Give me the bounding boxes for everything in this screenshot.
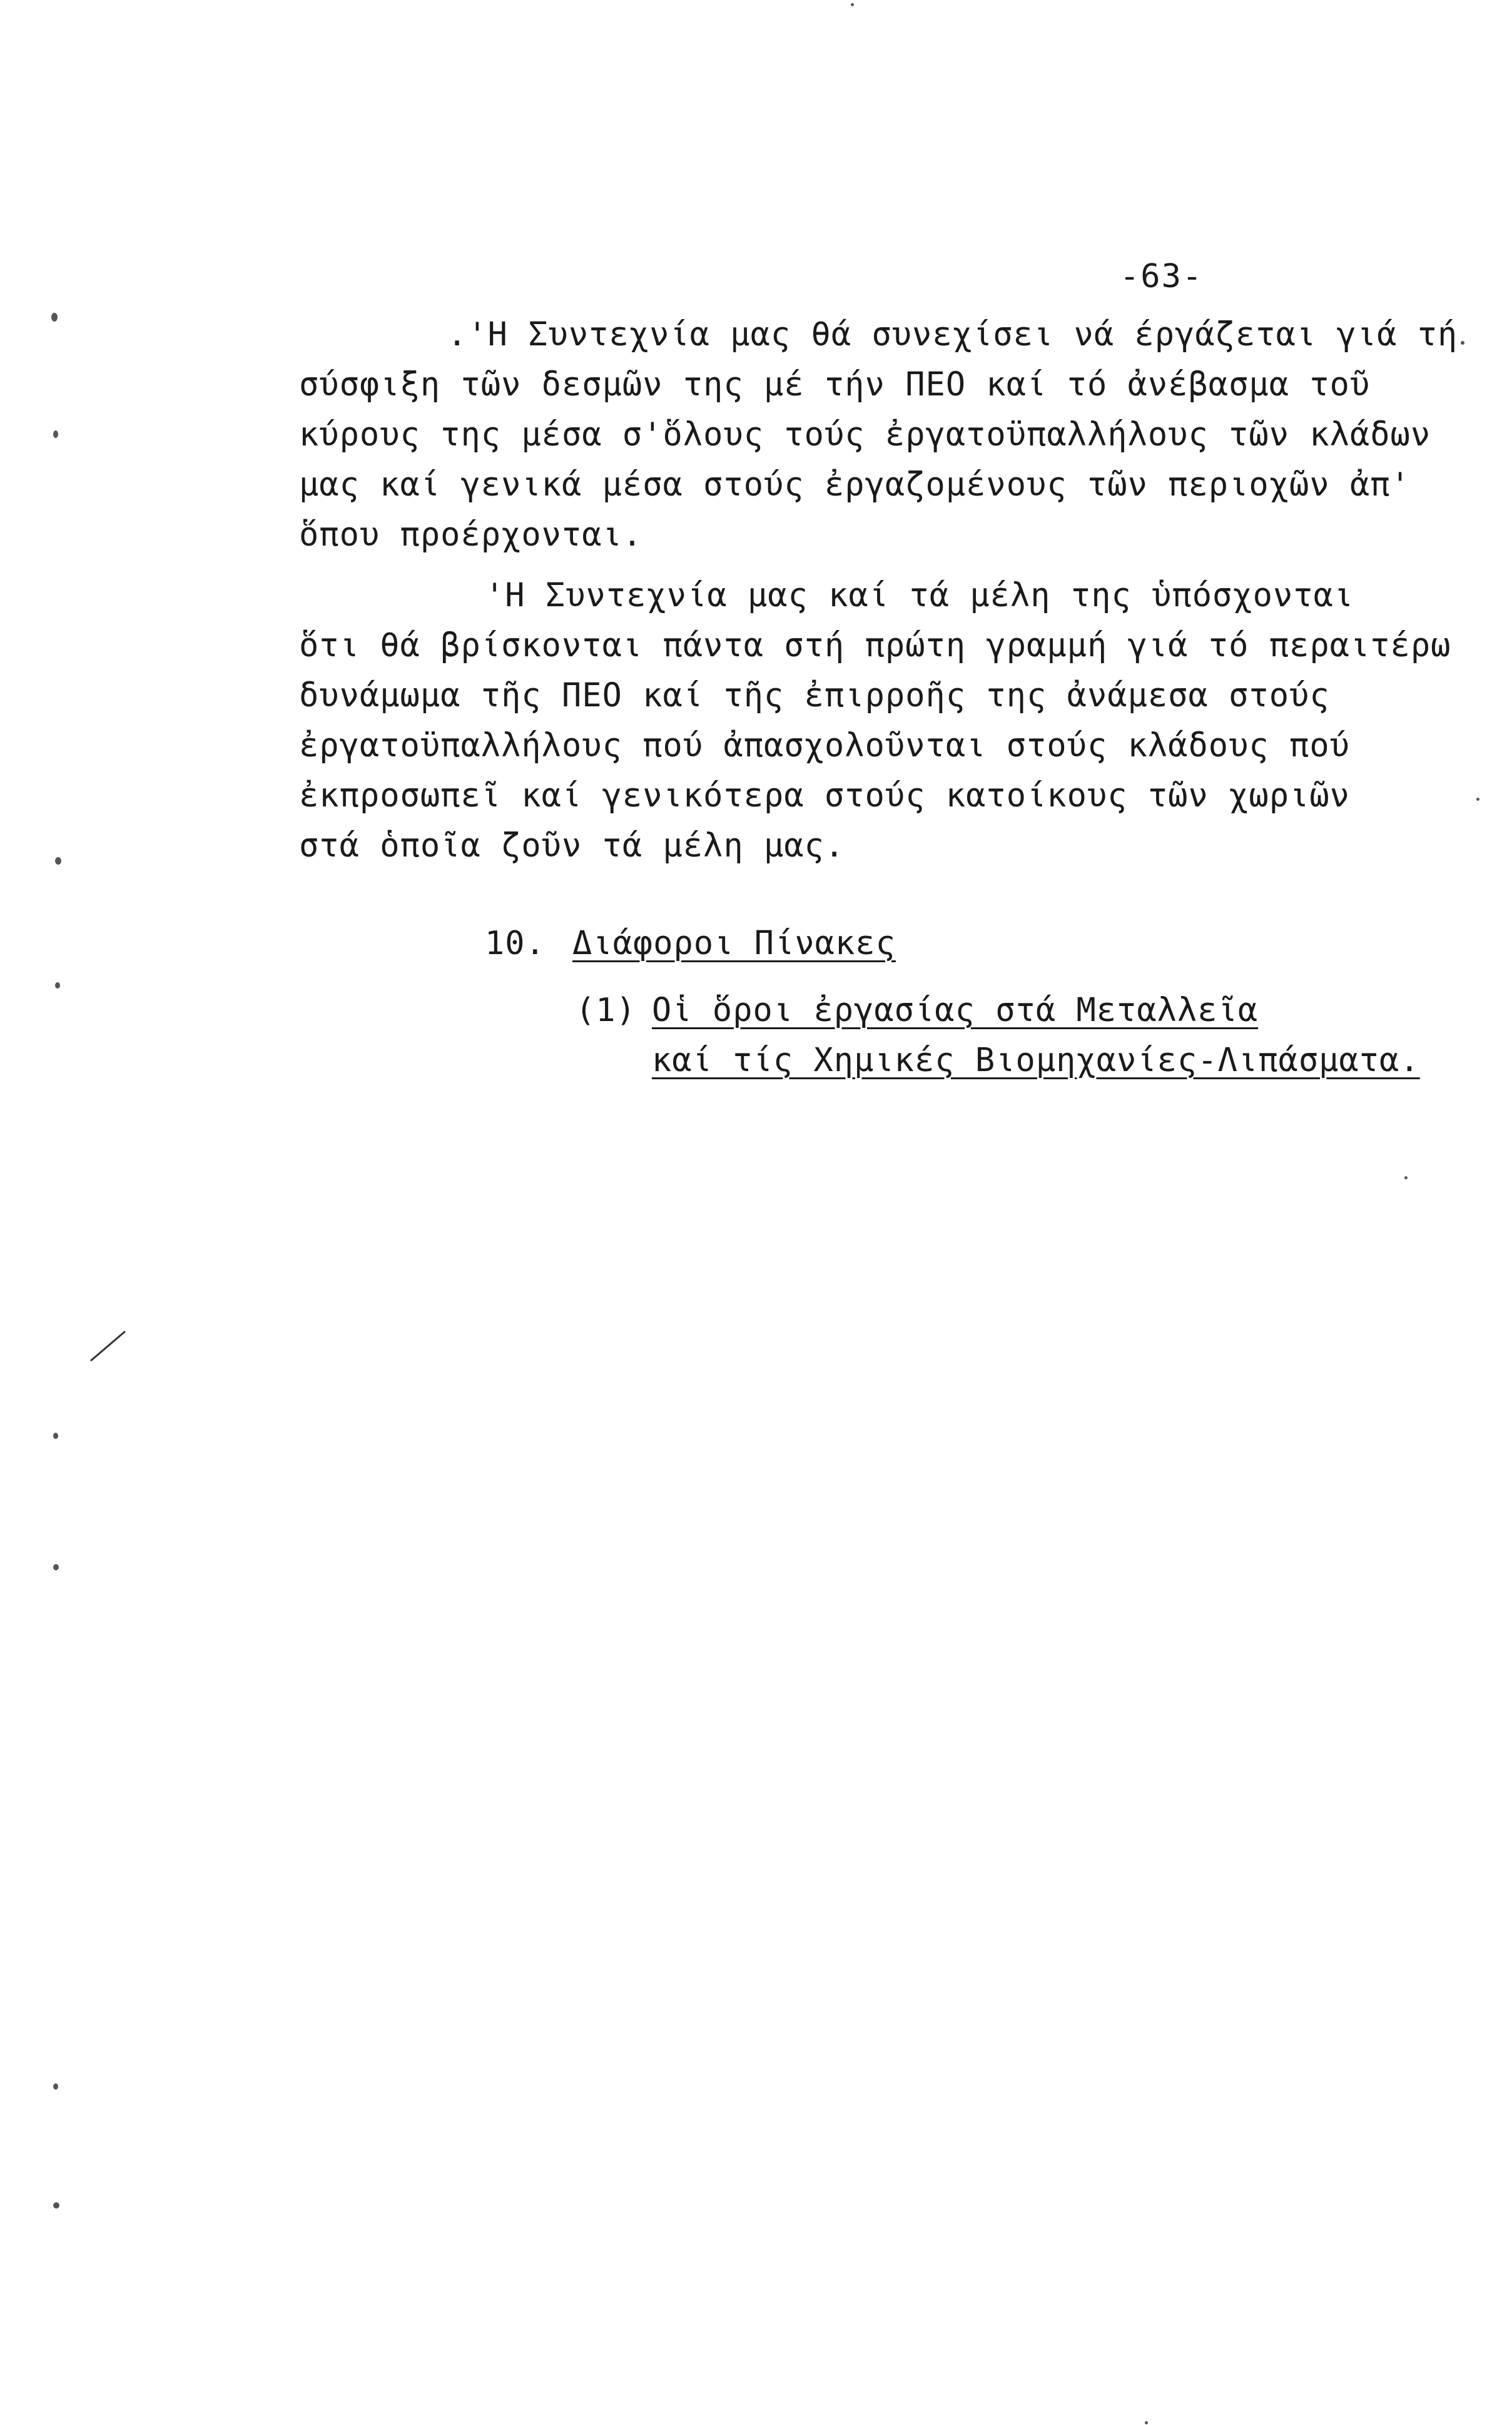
scan-speck [55, 982, 60, 989]
scan-speck [53, 430, 58, 438]
paragraph-1-line-2: σύσφιξη τῶν δεσμῶν της μέ τήν ΠΕΟ καί τό ἀνέβασμα τοῦ [299, 366, 1371, 404]
paragraph-1-line-1: .'Η Συντεχνία μας θά συνεχίσει νά έργάζεται γιά τή [447, 316, 1458, 353]
subsection-title-line-1: Οἱ ὅροι ἐργασίας στά Μεταλλεῖα [652, 992, 1259, 1029]
scan-speck [1145, 2421, 1148, 2424]
scan-speck [1476, 798, 1479, 801]
paragraph-1-line-5: ὅπου προέρχονται. [299, 516, 643, 554]
scan-speck [51, 313, 58, 322]
paragraph-2-line-6: στά ὁποῖα ζοῦν τά μέλη μας. [299, 827, 845, 865]
scan-speck [53, 1433, 58, 1439]
subsection-number: (1) [576, 992, 636, 1029]
paragraph-2-line-2: ὅτι θά βρίσκονται πάντα στή πρώτη γραμμή γιά τό περαιτέρω [299, 627, 1451, 664]
paragraph-2-line-4: ἐργατοϋπαλλήλους πού ἀπασχολοῦνται στούς κλάδους πού [299, 727, 1350, 765]
scan-speck [55, 857, 61, 865]
subsection-title-line-2: καί τίς Χημικές Βιομηχανίες-Λιπάσματα. [652, 1042, 1420, 1079]
scan-speck [1404, 1176, 1408, 1179]
scan-speck [53, 2083, 58, 2090]
paragraph-1-line-3: κύρους της μέσα σ'ὅλους τούς ἐργατοϋπαλλήλους τῶν κλάδων [299, 416, 1431, 454]
scan-stroke [88, 1326, 131, 1364]
scan-speck [851, 3, 854, 6]
paragraph-2-line-3: δυνάμωμα τῆς ΠΕΟ καί τῆς ἐπιρροῆς της ἀνάμεσα στούς [299, 677, 1330, 714]
section-title: Διάφοροι Πίνακες [572, 925, 896, 962]
paragraph-1-line-4: μας καί γενικά μέσα στούς ἐργαζομένους τῶν περιοχῶν ἀπ' [299, 466, 1411, 504]
page-number: -63- [1120, 258, 1204, 295]
paragraph-2-line-5: ἐκπροσωπεῖ καί γενικότερα στούς κατοίκους τῶν χωριῶν [299, 777, 1350, 815]
paragraph-2-line-1: 'Η Συντεχνία μας καί τά μέλη της ὑπόσχονται [485, 577, 1354, 614]
section-number: 10. [485, 925, 545, 962]
scan-speck [53, 2202, 59, 2209]
scan-speck [1461, 341, 1464, 345]
scan-speck [53, 1564, 59, 1570]
